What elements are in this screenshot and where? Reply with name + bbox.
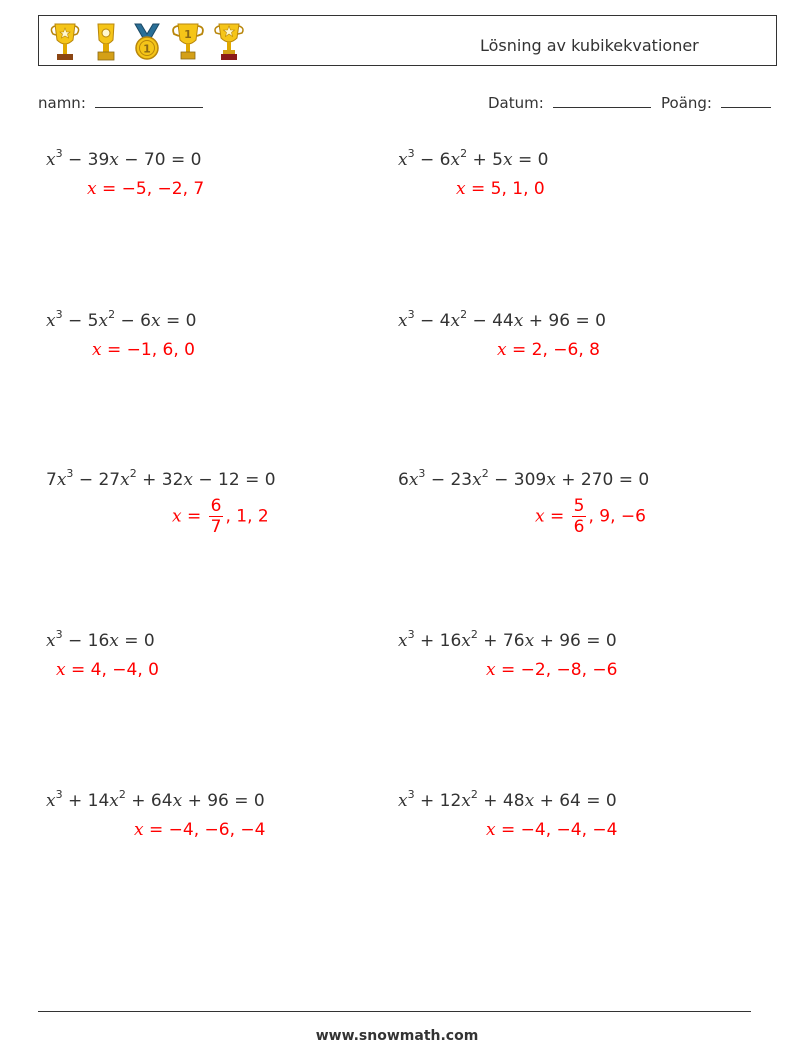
trophy-1-icon (170, 20, 206, 64)
equation-3: $x^3 - 5x^2 - 6x = 0$ (46, 308, 197, 331)
score-label: Poäng: (661, 94, 712, 112)
answer-7: x = 4, −4, 0 (56, 660, 159, 680)
date-field (488, 93, 651, 112)
answer-6: x = $\frac{5}{6}$ , 9, −6 (535, 496, 646, 537)
name-field (38, 93, 203, 112)
score-blank[interactable] (721, 93, 771, 108)
worksheet-header (38, 15, 777, 66)
equation-9: $x^3 + 14x^2 + 64x + 96 = 0$ (46, 788, 265, 811)
svg-text:1: 1 (143, 42, 151, 56)
answer-4: x = 2, −6, 8 (497, 340, 600, 360)
medal-1-icon (129, 20, 165, 64)
trophy-star-icon (47, 20, 83, 64)
name-label: namn: (38, 94, 86, 112)
trophy-circle-icon (88, 20, 124, 64)
footer-site-link[interactable]: www.snowmath.com (315, 1028, 479, 1044)
worksheet-title: Lösning av kubikekvationer (480, 36, 699, 55)
footer-divider (38, 1011, 751, 1012)
equation-8: $x^3 + 16x^2 + 76x + 96 = 0$ (398, 628, 617, 651)
trophy-row (47, 20, 247, 64)
svg-text:1: 1 (184, 28, 192, 41)
equation-1: $x^3 - 39x - 70 = 0$ (46, 147, 202, 170)
equation-2: $x^3 - 6x^2 + 5x = 0$ (398, 147, 549, 170)
equation-10: $x^3 + 12x^2 + 48x + 64 = 0$ (398, 788, 617, 811)
date-blank[interactable] (553, 93, 651, 108)
date-label: Datum: (488, 94, 544, 112)
answer-9: x = −4, −6, −4 (134, 820, 266, 840)
equation-6: $6x^3 - 23x^2 - 309x + 270 = 0$ (398, 467, 650, 490)
fraction: $\frac{5}{6}$ (573, 496, 585, 537)
answer-10: x = −4, −4, −4 (486, 820, 618, 840)
answer-1: x = −5, −2, 7 (87, 179, 205, 199)
fraction: $\frac{6}{7}$ (210, 496, 222, 537)
answer-5: x = $\frac{6}{7}$ , 1, 2 (172, 496, 269, 537)
score-field (661, 93, 771, 112)
equation-5: $7x^3 - 27x^2 + 32x - 12 = 0$ (46, 467, 276, 490)
equation-7: $x^3 - 16x = 0$ (46, 628, 155, 651)
trophy-star-outline-icon (211, 20, 247, 64)
answer-2: x = 5, 1, 0 (456, 179, 545, 199)
answer-3: x = −1, 6, 0 (92, 340, 195, 360)
answer-8: x = −2, −8, −6 (486, 660, 618, 680)
equation-4: $x^3 - 4x^2 - 44x + 96 = 0$ (398, 308, 606, 331)
name-blank[interactable] (95, 93, 203, 108)
